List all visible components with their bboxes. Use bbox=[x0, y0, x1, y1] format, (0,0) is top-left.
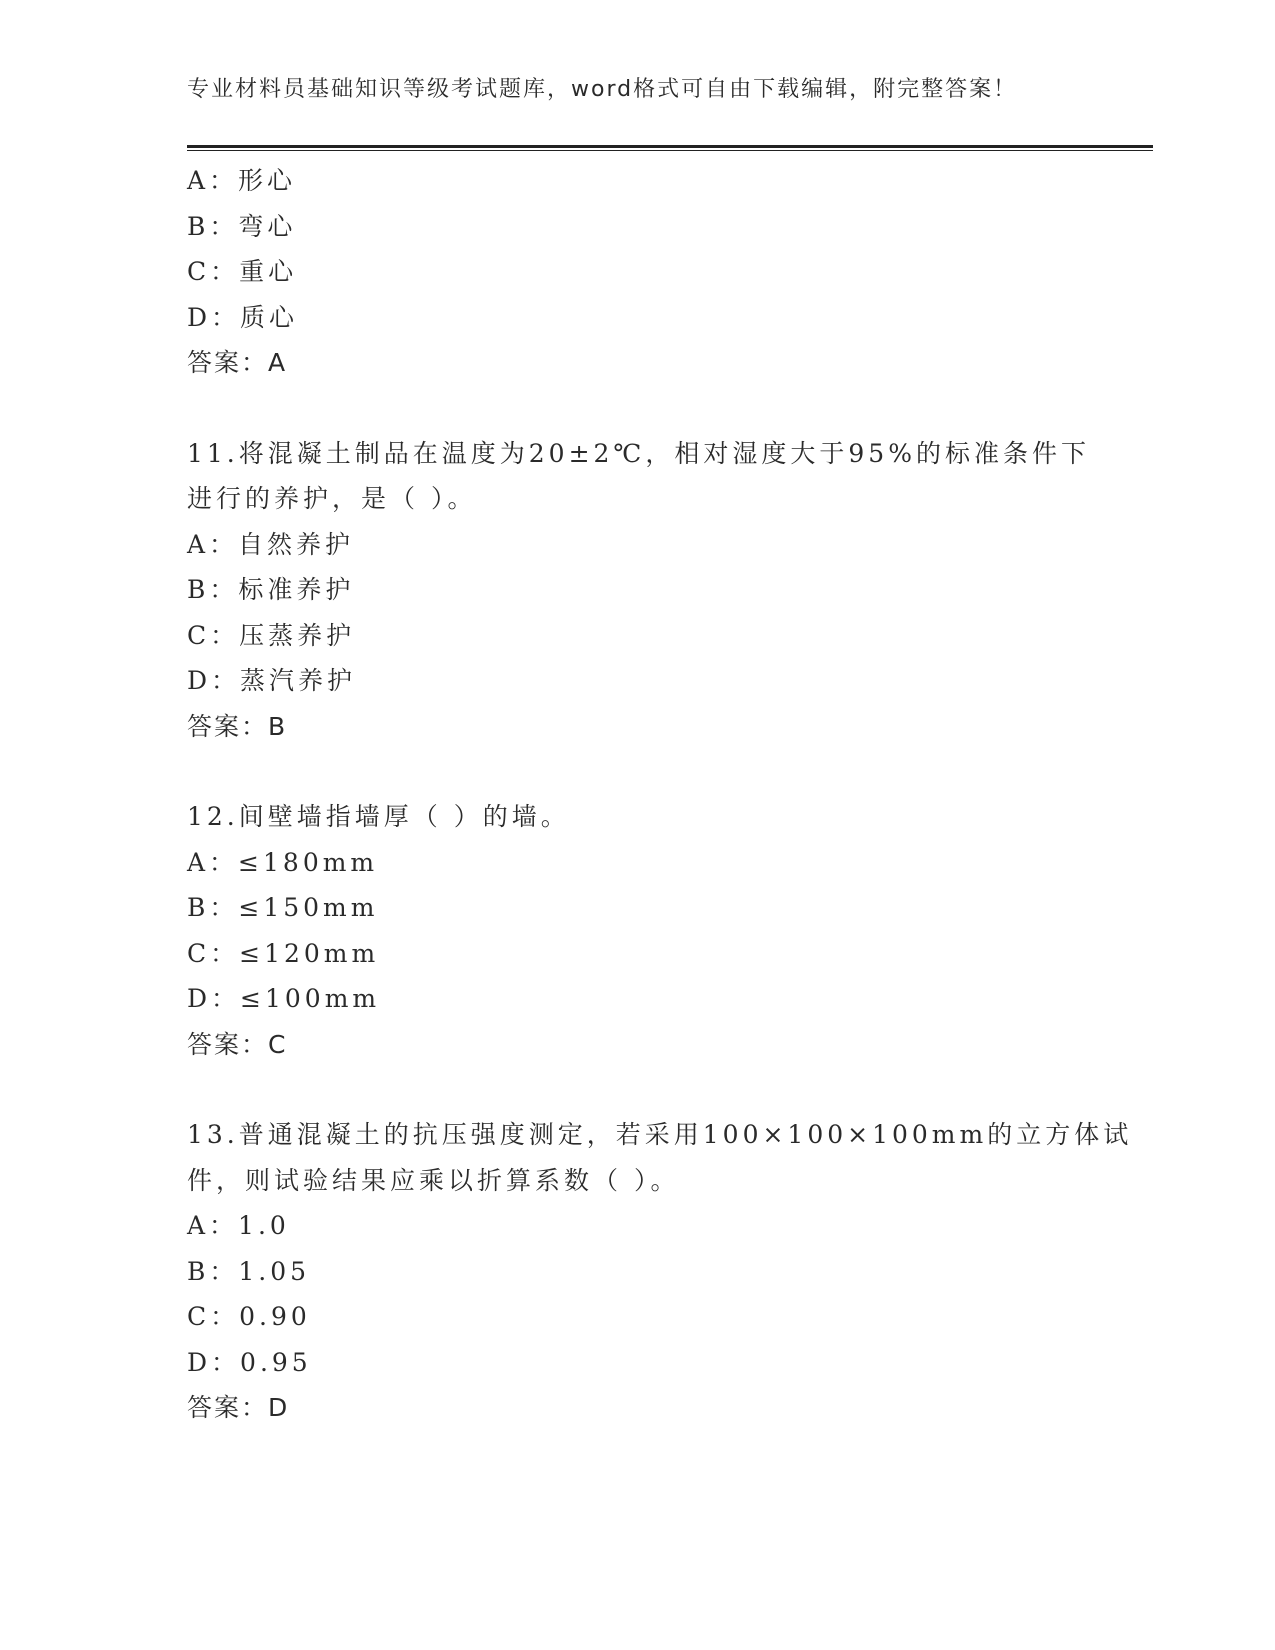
option-a: A：形心 bbox=[187, 166, 297, 195]
option-a: A：≤180mm bbox=[187, 847, 379, 877]
option-d: D：质心 bbox=[187, 302, 299, 332]
question-11 bbox=[187, 431, 1090, 750]
answer: 答案：D bbox=[187, 1393, 290, 1422]
option-a: A：自然养护 bbox=[187, 529, 355, 559]
option-c: C：重心 bbox=[187, 257, 298, 286]
option-d: D：≤100mm bbox=[187, 984, 381, 1013]
document-header: 专业材料员基础知识等级考试题库，word格式可自由下载编辑，附完整答案！ bbox=[187, 77, 1018, 102]
question-stem-continued: 进行的养护，是（ ）。 bbox=[187, 484, 477, 513]
option-c: C：≤120mm bbox=[187, 938, 380, 968]
question-list bbox=[187, 158, 1133, 1431]
header-rule-thin bbox=[187, 150, 1153, 151]
option-d: D：0.95 bbox=[187, 1347, 312, 1377]
answer: 答案：B bbox=[187, 711, 288, 741]
question-10-tail bbox=[187, 158, 1087, 386]
spacer bbox=[187, 1067, 1087, 1112]
option-b: B：≤150mm bbox=[187, 893, 379, 922]
spacer bbox=[187, 749, 1087, 794]
option-b: B：弯心 bbox=[187, 211, 297, 241]
question-stem: 13.普通混凝土的抗压强度测定，若采用100×100×100mm的立方体试 bbox=[187, 1120, 1133, 1149]
option-c: C：压蒸养护 bbox=[187, 620, 356, 650]
question-stem: 12.间壁墙指墙厚（ ）的墙。 bbox=[187, 802, 570, 831]
header-rule-thick bbox=[187, 145, 1153, 148]
answer: 答案：C bbox=[187, 1029, 288, 1059]
question-12 bbox=[187, 794, 1087, 1067]
spacer bbox=[187, 386, 1087, 431]
option-d: D：蒸汽养护 bbox=[187, 666, 357, 695]
question-stem: 11.将混凝土制品在温度为20±2℃，相对湿度大于95%的标准条件下 bbox=[187, 438, 1090, 468]
option-b: B：标准养护 bbox=[187, 575, 355, 604]
option-b: B：1.05 bbox=[187, 1256, 311, 1286]
question-13 bbox=[187, 1112, 1133, 1431]
option-c: C：0.90 bbox=[187, 1302, 311, 1331]
question-stem-continued: 件，则试验结果应乘以折算系数（ ）。 bbox=[187, 1165, 680, 1195]
option-a: A：1.0 bbox=[187, 1211, 290, 1240]
answer: 答案：A bbox=[187, 348, 288, 377]
